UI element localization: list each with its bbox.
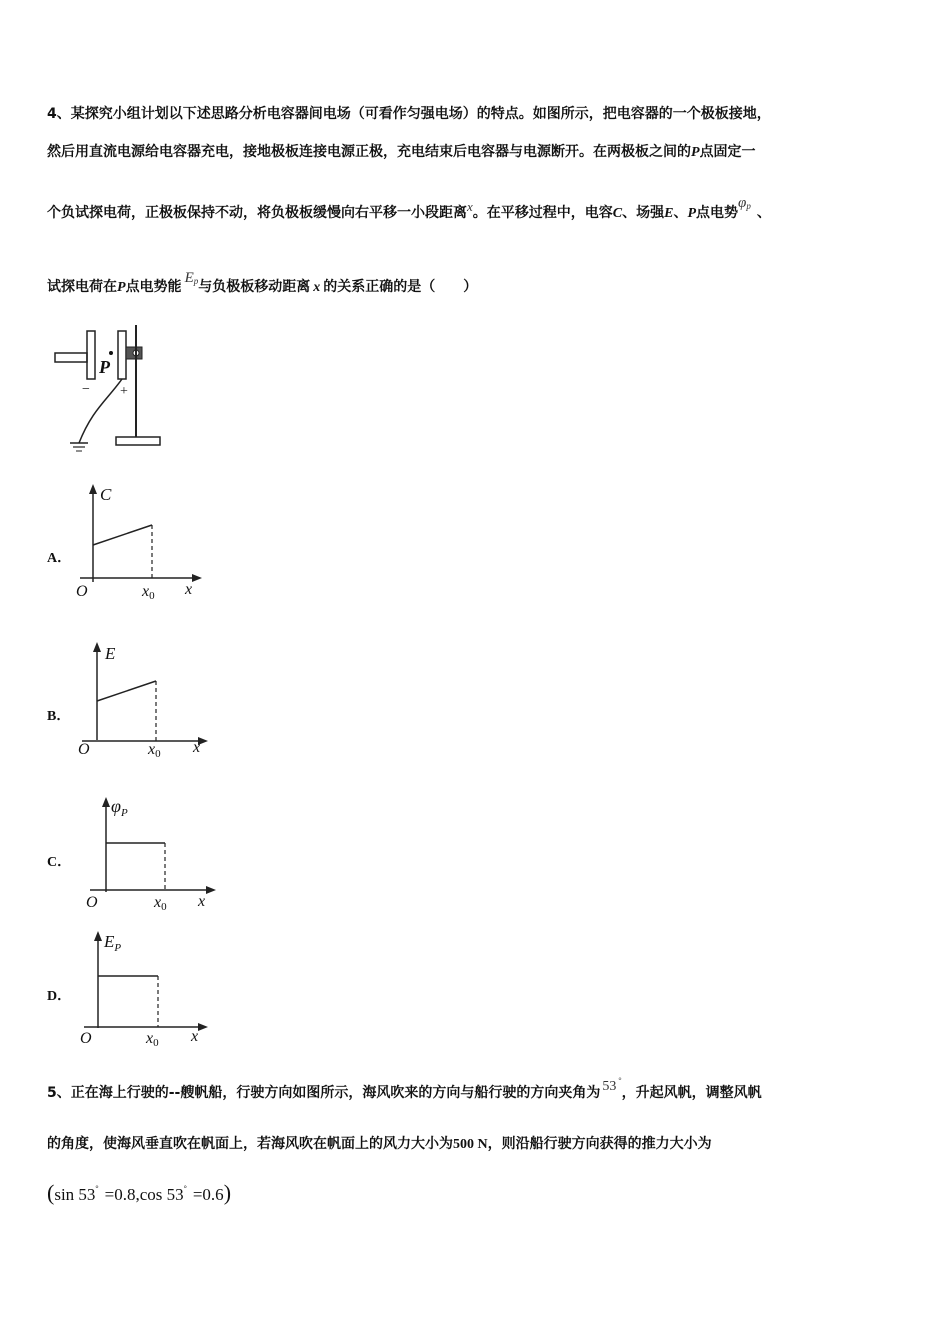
q4-line-4: 试探电荷在P点电势能$E^p$与负极板移动距离 x 的关系正确的是（ ）: [47, 270, 478, 295]
negative-plate: [87, 331, 95, 379]
x-label: x: [191, 1028, 199, 1045]
point-p: [109, 351, 113, 355]
option-c-label: C．: [47, 855, 72, 870]
graph-line: [93, 525, 152, 545]
graph-c: [84, 792, 224, 914]
plus-sign: +: [120, 384, 128, 399]
origin-label: O: [78, 741, 90, 758]
x0-label: x0: [154, 894, 167, 913]
graph-line: [97, 681, 156, 701]
phi-symbol: φ: [738, 195, 747, 211]
capacitor-figure: [52, 325, 167, 453]
q4-line-3: 个负试探电荷，正极板保持不动，将负极板缓慢向右平移一小段距离x。在平移过程中，电容C、场强E、P点电势$\varphi^p$ 、: [47, 195, 771, 221]
angle-value: 53: [602, 1079, 617, 1094]
handle: [55, 353, 87, 362]
x-label: x: [193, 739, 201, 756]
option-a-label: A．: [47, 551, 72, 566]
ep-symbol: E: [184, 270, 194, 286]
origin-label: O: [86, 894, 98, 911]
q5-line-2: 的角度，使海风垂直吹在帆面上，若海风吹在帆面上的风力大小为500 N，则沿船行驶方向获得的推力大小为: [47, 1136, 712, 1152]
x0-label: x0: [148, 741, 161, 758]
stand-base: [116, 437, 160, 445]
option-b-label: B．: [47, 709, 71, 724]
q5-line-1: 5、正在海上行驶的--艘帆船，行驶方向如图所示，海风吹来的方向与船行驶的方向夹角为 53 °，升起风帆，调整风帆: [47, 1076, 762, 1101]
x0-label: x0: [146, 1030, 159, 1048]
y-label: C: [100, 485, 112, 504]
origin-label: O: [76, 583, 88, 600]
p-label: P: [99, 357, 110, 377]
minus-sign: −: [82, 382, 90, 397]
option-d-label: D．: [47, 989, 72, 1004]
positive-plate: [118, 331, 126, 379]
x-label: x: [198, 893, 206, 910]
origin-label: O: [80, 1030, 92, 1047]
y-label: $\varphi_P$: [111, 796, 128, 819]
graph-a: [70, 482, 210, 600]
x-symbol: x: [467, 199, 473, 214]
y-label: E: [105, 644, 116, 663]
graph-b: [76, 640, 216, 758]
trig-formula: (sin 53° =0.8,cos 53° =0.6): [47, 1180, 232, 1205]
q4-line-2: 然后用直流电源给电容器充电，接地极板连接电源正极，充电结束后电容器与电源断开。在两极板之间的P点固定一: [47, 144, 756, 160]
x-label: x: [185, 581, 193, 598]
x0-label: x0: [142, 583, 155, 600]
q4-line-1: 4、某探究小组计划以下述思路分析电容器间电场（可看作匀强电场）的特点。如图所示，把电容器的一个极板接地，: [47, 106, 771, 122]
graph-d: [78, 928, 218, 1048]
y-label: $E_P$: [104, 932, 122, 954]
